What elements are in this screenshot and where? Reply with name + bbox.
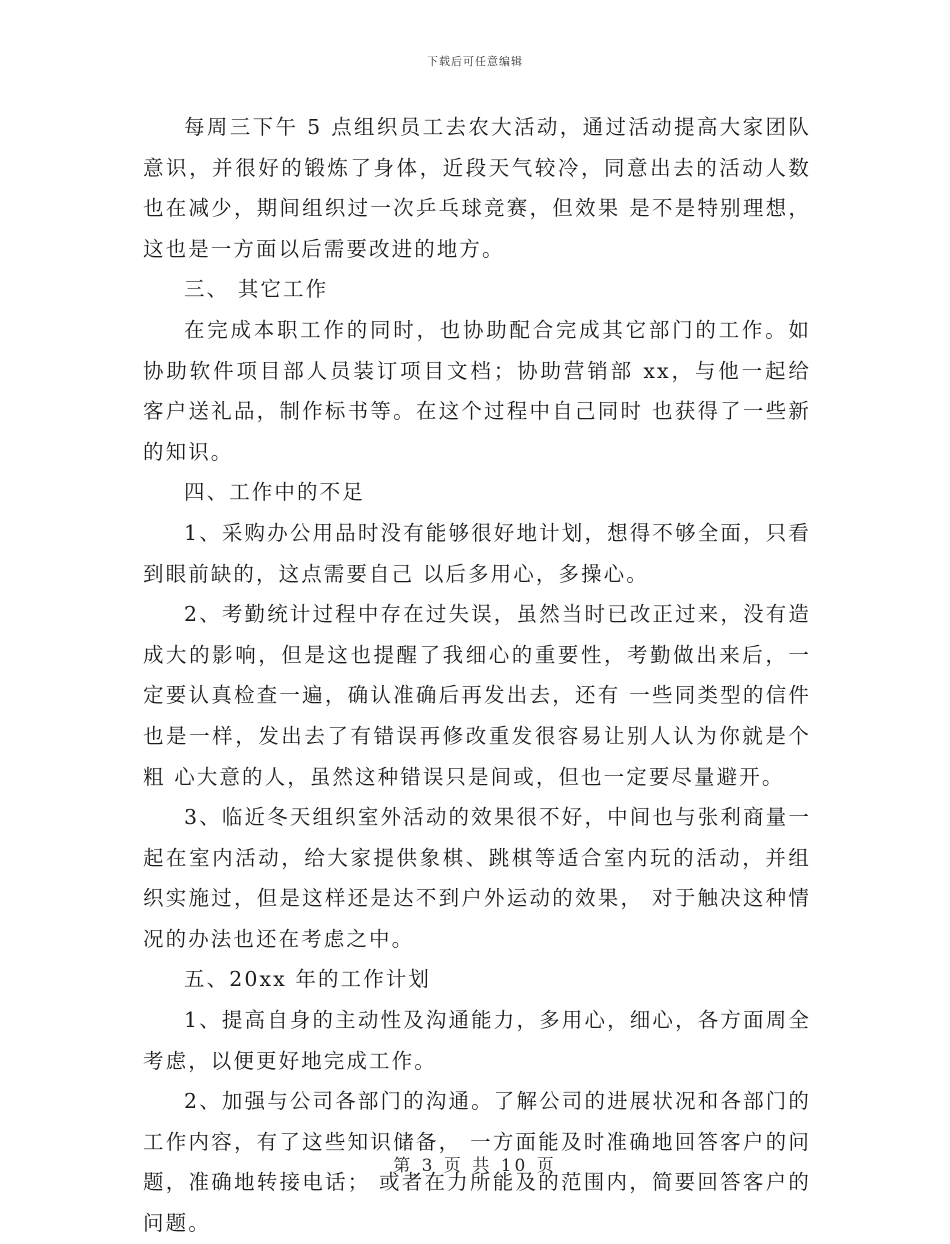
document-body [143, 107, 811, 1244]
paragraph-plan-1: 1、提高自身的主动性及沟通能力，多用心，细心，各方面周全考虑，以便更好地完成工作。 [143, 1008, 811, 1073]
paragraph-shortcoming-1: 1、采购办公用品时没有能够很好地计划，想得不够全面，只看到眼前缺的，这点需要自己 以后多用心，多操心。 [143, 520, 811, 586]
page-header: 下载后可任意编辑 [427, 55, 523, 68]
paragraph-shortcoming-3: 3、临近冬天组织室外活动的效果很不好，中间也与张利商量一起在室内活动，给大家提供象棋、跳棋等适合室内玩的活动，并组织实施过，但是这样还是达不到户外运动的效果， 对于触决这种情况的办法也还在考虑之中。 [143, 805, 811, 951]
paragraph-shortcoming-2: 2、考勤统计过程中存在过失误，虽然当时已改正过来，没有造成大的影响，但是这也提醒了我细心的重要性，考勤做出来后，一定要认真检查一遍，确认准确后再发出去，还有 一些同类型的信件也是一样，发出去了有错误再修改重发很容易让别人认为你就是个粗 心大意的人，虽然这种错误只是间或，但也一定要尽量避开。 [143, 602, 811, 789]
section-heading-work-plan: 五、20xx 年的工作计划 [184, 967, 432, 992]
paragraph-other-work: 在完成本职工作的同时，也协助配合完成其它部门的工作。如协助软件项目部人员装订项目文档；协助营销部 xx，与他一起给客户送礼品，制作标书等。在这个过程中自己同时 也获得了一些新的知识。 [143, 317, 811, 464]
paragraph-activity-report: 每周三下午 5 点组织员工去农大活动，通过活动提高大家团队意识，并很好的锻炼了身体，近段天气较冷，同意出去的活动人数也在减少，期间组织过一次乒乓球竞赛，但效果 是不是特别理想，这也是一方面以后需要改进的地方。 [143, 115, 811, 261]
section-heading-other-work: 三、 其它工作 [184, 277, 329, 302]
section-heading-shortcomings: 四、工作中的不足 [184, 480, 365, 505]
paragraph-plan-2: 2、加强与公司各部门的沟通。了解公司的进展状况和各部门的工作内容，有了这些知识储备， 一方面能及时准确地回答客户的问题，准确地转接电话； 或者在力所能及的范围内，简要回答客户的问题。 [143, 1089, 811, 1236]
page-number-footer: 第 3 页 共 10 页 [393, 1156, 557, 1176]
